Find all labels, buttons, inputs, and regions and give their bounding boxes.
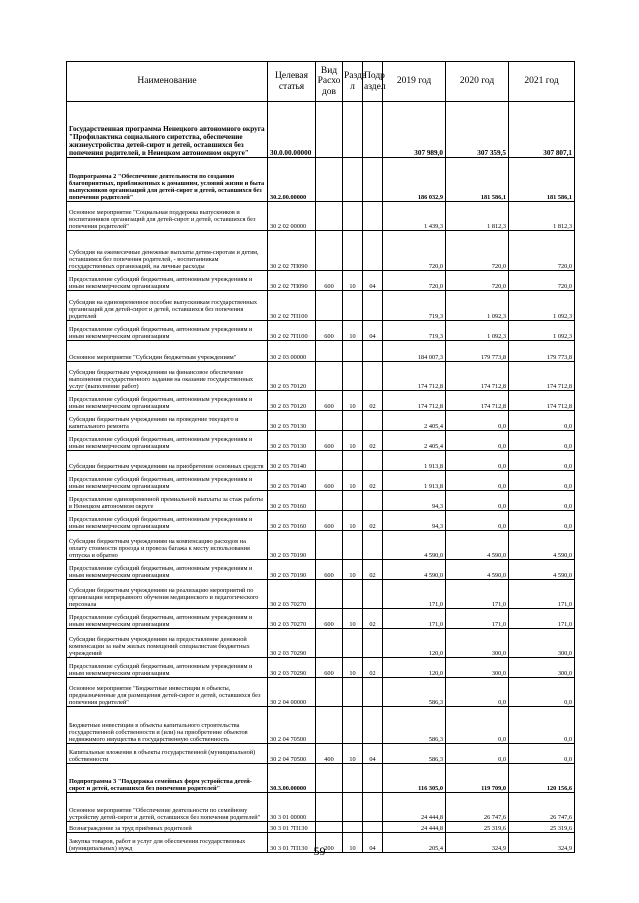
row-amount-2021: 0,0 [509, 744, 575, 764]
row-amount-2021: 0,0 [509, 451, 575, 471]
row-target-code: 30 3 01 00000 [268, 793, 316, 822]
row-expense-kind: 600 [316, 431, 343, 451]
row-amount-2021: 720,0 [509, 271, 575, 291]
table-body [67, 102, 575, 853]
row-subsection: 04 [363, 321, 383, 341]
header-2020: 2020 год [446, 62, 509, 102]
row-target-code: 30 2 03 70120 [268, 362, 316, 391]
row-amount-2020: 1 092,3 [446, 291, 509, 321]
table-row [67, 744, 575, 764]
row-subsection [363, 158, 383, 202]
row-target-code: 30 2 02 7П090 [268, 271, 316, 291]
row-expense-kind [316, 158, 343, 202]
row-name: Основное мероприятие "Субсидии бюджетным учреждениям" [67, 341, 268, 362]
row-expense-kind: 600 [316, 658, 343, 678]
table-row [67, 202, 575, 231]
row-section [343, 341, 363, 362]
table-row [67, 560, 575, 580]
row-target-code: 30 2 04 70500 [268, 707, 316, 744]
row-expense-kind [316, 531, 343, 560]
row-amount-2019: 116 305,0 [383, 764, 446, 793]
row-name: Субсидии бюджетным учреждениям на финансовое обеспечение выполнения государственного задания на оказание государственных услуг (выполнение работ) [67, 362, 268, 391]
row-section: 10 [343, 609, 363, 629]
row-target-code: 30 3 01 7П130 [268, 833, 316, 853]
row-subsection [363, 411, 383, 431]
row-target-code: 30 2 03 70160 [268, 491, 316, 511]
row-name: Субсидии бюджетным учреждениям на предоставление денежной компенсации за наём жилых помещений специалистам бюджетных учреждений [67, 629, 268, 658]
table-row [67, 431, 575, 451]
table-row [67, 793, 575, 822]
row-amount-2021: 0,0 [509, 707, 575, 744]
row-expense-kind: 600 [316, 609, 343, 629]
row-target-code: 30 2 02 7П100 [268, 321, 316, 341]
row-target-code: 30 2 03 70190 [268, 560, 316, 580]
row-amount-2021: 0,0 [509, 411, 575, 431]
row-subsection [363, 102, 383, 158]
row-subsection: 02 [363, 391, 383, 411]
row-amount-2019: 586,3 [383, 707, 446, 744]
row-subsection [363, 629, 383, 658]
row-amount-2021: 171,0 [509, 609, 575, 629]
row-section [343, 764, 363, 793]
row-target-code: 30 2 03 70130 [268, 411, 316, 431]
row-subsection [363, 362, 383, 391]
row-subsection [363, 491, 383, 511]
row-amount-2019: 171,0 [383, 609, 446, 629]
row-name: Основное мероприятие "Обеспечение деятельности по семейному устройству детей-сирот и детей, оставшихся без попечения родителей" [67, 793, 268, 822]
row-section [343, 580, 363, 609]
table-row [67, 451, 575, 471]
row-amount-2021: 307 807,1 [509, 102, 575, 158]
row-amount-2021: 25 319,6 [509, 822, 575, 833]
table-row [67, 271, 575, 291]
row-subsection: 02 [363, 658, 383, 678]
row-target-code: 30 2 03 00000 [268, 341, 316, 362]
row-section: 10 [343, 744, 363, 764]
header-row [67, 62, 575, 102]
row-amount-2021: 120 156,6 [509, 764, 575, 793]
row-name: Субсидия на ежемесячные денежные выплаты детям-сиротам и детям, оставшимся без попечения родителей, - воспитанникам государственных организаций, на личные расходы [67, 231, 268, 271]
row-expense-kind [316, 707, 343, 744]
row-section: 10 [343, 271, 363, 291]
table-row [67, 609, 575, 629]
row-amount-2020: 307 359,5 [446, 102, 509, 158]
header-2019: 2019 год [383, 62, 446, 102]
table-row [67, 764, 575, 793]
row-name: Основное мероприятие "Социальная поддержка выпускников и воспитанников организаций для детей-сирот и детей, оставшихся без попечения родителей" [67, 202, 268, 231]
row-amount-2020: 0,0 [446, 451, 509, 471]
row-section: 10 [343, 658, 363, 678]
row-amount-2019: 1 913,8 [383, 471, 446, 491]
row-amount-2019: 720,0 [383, 231, 446, 271]
row-section [343, 451, 363, 471]
row-name: Капитальные вложения в объекты государственной (муниципальной) собственности [67, 744, 268, 764]
row-expense-kind [316, 793, 343, 822]
table-row [67, 158, 575, 202]
row-amount-2021: 174 712,8 [509, 391, 575, 411]
row-subsection: 04 [363, 744, 383, 764]
row-amount-2019: 94,3 [383, 491, 446, 511]
row-target-code: 30 2 02 00000 [268, 202, 316, 231]
row-amount-2019: 120,0 [383, 658, 446, 678]
row-expense-kind: 400 [316, 744, 343, 764]
row-name: Государственная программа Ненецкого автономного округа "Профилактика социального сиротства, обеспечение жизнеустройства детей-сирот и детей, оставшихся без попечения родителей, в Ненецком автономном округе" [67, 102, 268, 158]
row-amount-2021: 0,0 [509, 471, 575, 491]
row-expense-kind: 600 [316, 271, 343, 291]
row-section [343, 231, 363, 271]
budget-table [66, 61, 575, 853]
row-section [343, 531, 363, 560]
header-name: Наименование [67, 62, 268, 102]
row-amount-2020: 179 773,8 [446, 341, 509, 362]
row-section: 10 [343, 431, 363, 451]
row-amount-2019: 24 444,8 [383, 822, 446, 833]
row-section [343, 822, 363, 833]
row-amount-2020: 171,0 [446, 580, 509, 609]
row-subsection [363, 202, 383, 231]
row-amount-2021: 300,0 [509, 658, 575, 678]
row-target-code: 30 2 03 70160 [268, 511, 316, 531]
row-amount-2020: 0,0 [446, 471, 509, 491]
row-amount-2021: 171,0 [509, 580, 575, 609]
page-number: 59 [313, 844, 326, 858]
row-subsection [363, 580, 383, 609]
header-2021: 2021 год [509, 62, 575, 102]
row-target-code: 30 2 04 70500 [268, 744, 316, 764]
row-expense-kind [316, 202, 343, 231]
row-amount-2020: 0,0 [446, 431, 509, 451]
row-subsection: 02 [363, 471, 383, 491]
row-subsection: 04 [363, 271, 383, 291]
row-name: Субсидии бюджетным учреждениям на проведение текущего и капитального ремонта [67, 411, 268, 431]
row-subsection [363, 531, 383, 560]
row-amount-2021: 0,0 [509, 678, 575, 707]
row-amount-2021: 1 092,3 [509, 321, 575, 341]
row-target-code: 30 2 03 70120 [268, 391, 316, 411]
row-amount-2019: 307 989,0 [383, 102, 446, 158]
row-amount-2020: 119 709,0 [446, 764, 509, 793]
row-amount-2021: 4 590,0 [509, 531, 575, 560]
table-row [67, 471, 575, 491]
table-row [67, 678, 575, 707]
row-name: Предоставление субсидий бюджетным, автономным учреждениям и иным некоммерческим организациям [67, 658, 268, 678]
table-row [67, 511, 575, 531]
row-target-code: 30 2 04 00000 [268, 678, 316, 707]
row-amount-2020: 0,0 [446, 511, 509, 531]
row-amount-2019: 586,3 [383, 678, 446, 707]
row-name: Предоставление единовременной премиальной выплаты за стаж работы в Ненецком автономном округе [67, 491, 268, 511]
table-row [67, 491, 575, 511]
row-amount-2021: 174 712,8 [509, 362, 575, 391]
row-target-code: 30 2 03 70270 [268, 609, 316, 629]
row-section [343, 362, 363, 391]
row-target-code: 30 2 03 70140 [268, 471, 316, 491]
row-section [343, 102, 363, 158]
row-name: Предоставление субсидий бюджетным, автономным учреждениям и иным некоммерческим организациям [67, 560, 268, 580]
row-amount-2019: 719,3 [383, 291, 446, 321]
row-amount-2021: 720,0 [509, 231, 575, 271]
row-target-code: 30 2 03 70140 [268, 451, 316, 471]
row-amount-2020: 324,9 [446, 833, 509, 853]
row-amount-2020: 0,0 [446, 491, 509, 511]
row-amount-2019: 719,3 [383, 321, 446, 341]
row-name: Предоставление субсидий бюджетным, автономным учреждениям и иным некоммерческим организациям [67, 271, 268, 291]
row-name: Предоставление субсидий бюджетным, автономным учреждениям и иным некоммерческим организациям [67, 391, 268, 411]
row-amount-2020: 720,0 [446, 271, 509, 291]
row-amount-2020: 300,0 [446, 629, 509, 658]
row-expense-kind [316, 411, 343, 431]
row-name: Субсидии бюджетным учреждениям на реализацию мероприятий по организации непрерывного обучения медицинского и педагогического персонала [67, 580, 268, 609]
table-row [67, 531, 575, 560]
row-amount-2019: 184 007,3 [383, 341, 446, 362]
row-name: Вознаграждение за труд приёмных родителей [67, 822, 268, 833]
row-expense-kind [316, 102, 343, 158]
row-name: Предоставление субсидий бюджетным, автономным учреждениям и иным некоммерческим организациям [67, 471, 268, 491]
row-amount-2021: 0,0 [509, 431, 575, 451]
header-target: Целевая статья [268, 62, 316, 102]
row-amount-2021: 300,0 [509, 629, 575, 658]
row-target-code: 30 2 02 7П100 [268, 291, 316, 321]
row-subsection [363, 678, 383, 707]
row-section [343, 491, 363, 511]
row-section: 10 [343, 321, 363, 341]
row-amount-2019: 4 590,0 [383, 560, 446, 580]
row-subsection [363, 231, 383, 271]
row-name: Предоставление субсидий бюджетным, автономным учреждениям и иным некоммерческим организациям [67, 609, 268, 629]
row-section [343, 707, 363, 744]
row-amount-2021: 26 747,6 [509, 793, 575, 822]
row-target-code: 30 2 03 70290 [268, 658, 316, 678]
row-amount-2019: 174 712,8 [383, 391, 446, 411]
row-target-code: 30 2 02 7П090 [268, 231, 316, 271]
row-subsection [363, 707, 383, 744]
row-amount-2020: 300,0 [446, 658, 509, 678]
row-expense-kind: 600 [316, 511, 343, 531]
row-expense-kind [316, 291, 343, 321]
row-target-code: 30 2 03 70290 [268, 629, 316, 658]
table-row [67, 629, 575, 658]
row-name: Подпрограмма 2 "Обеспечение деятельности по созданию благоприятных, приближенных к домашним, условий жизни и быта выпускников организаций для детей-сирот и детей, оставшихся без попечения родителей" [67, 158, 268, 202]
row-amount-2019: 4 590,0 [383, 531, 446, 560]
row-expense-kind: 600 [316, 391, 343, 411]
row-amount-2021: 0,0 [509, 511, 575, 531]
header-section: Разде л [343, 62, 363, 102]
row-amount-2020: 720,0 [446, 231, 509, 271]
table-row [67, 362, 575, 391]
row-amount-2019: 120,0 [383, 629, 446, 658]
row-amount-2020: 0,0 [446, 678, 509, 707]
row-section: 10 [343, 560, 363, 580]
row-target-code: 30 2 03 70270 [268, 580, 316, 609]
row-amount-2019: 720,0 [383, 271, 446, 291]
row-target-code: 30 2 03 70130 [268, 431, 316, 451]
table-row [67, 707, 575, 744]
row-name: Подпрограмма 3 "Поддержка семейных форм устройства детей-сирот и детей, оставшихся без попечения родителей" [67, 764, 268, 793]
row-expense-kind: 200 [316, 833, 343, 853]
row-amount-2021: 179 773,8 [509, 341, 575, 362]
row-target-code: 30.3.00.00000 [268, 764, 316, 793]
row-amount-2021: 4 590,0 [509, 560, 575, 580]
row-amount-2019: 586,3 [383, 744, 446, 764]
row-section [343, 158, 363, 202]
row-target-code: 30 2 03 70190 [268, 531, 316, 560]
row-amount-2020: 0,0 [446, 744, 509, 764]
row-expense-kind [316, 678, 343, 707]
table-row [67, 580, 575, 609]
row-name: Основное мероприятие "Бюджетные инвестиции в объекты, предназначенные для размещения детей-сирот и детей, оставшихся без попечения родителей" [67, 678, 268, 707]
row-amount-2020: 26 747,6 [446, 793, 509, 822]
row-subsection [363, 822, 383, 833]
row-amount-2021: 1 092,3 [509, 291, 575, 321]
row-target-code: 30.2.00.00000 [268, 158, 316, 202]
table-row [67, 411, 575, 431]
row-amount-2020: 4 590,0 [446, 531, 509, 560]
row-section: 10 [343, 833, 363, 853]
row-section: 10 [343, 471, 363, 491]
row-amount-2020: 181 586,1 [446, 158, 509, 202]
row-amount-2020: 0,0 [446, 411, 509, 431]
row-expense-kind [316, 764, 343, 793]
row-expense-kind: 600 [316, 560, 343, 580]
row-subsection [363, 291, 383, 321]
row-amount-2020: 0,0 [446, 707, 509, 744]
row-amount-2020: 1 812,3 [446, 202, 509, 231]
row-section: 10 [343, 391, 363, 411]
row-target-code: 30 3 01 7П130 [268, 822, 316, 833]
table-row [67, 391, 575, 411]
row-amount-2019: 94,3 [383, 511, 446, 531]
row-expense-kind: 600 [316, 471, 343, 491]
row-amount-2020: 171,0 [446, 609, 509, 629]
row-expense-kind: 600 [316, 321, 343, 341]
row-subsection [363, 341, 383, 362]
row-amount-2020: 1 092,3 [446, 321, 509, 341]
row-amount-2020: 174 712,8 [446, 391, 509, 411]
row-section [343, 629, 363, 658]
row-section [343, 793, 363, 822]
row-section [343, 202, 363, 231]
row-amount-2021: 324,9 [509, 833, 575, 853]
row-amount-2019: 174 712,8 [383, 362, 446, 391]
row-expense-kind [316, 491, 343, 511]
row-section [343, 291, 363, 321]
row-amount-2020: 4 590,0 [446, 560, 509, 580]
row-expense-kind [316, 341, 343, 362]
row-name: Субсидии бюджетным учреждениям на компенсацию расходов на оплату стоимости проезда и провоза багажа к месту использования отпуска и обратно [67, 531, 268, 560]
row-name: Закупка товаров, работ и услуг для обеспечения государственных (муниципальных) нужд [67, 833, 268, 853]
row-name: Субсидии бюджетным учреждениям на приобретение основных средств [67, 451, 268, 471]
row-name: Предоставление субсидий бюджетным, автономным учреждениям и иным некоммерческим организациям [67, 431, 268, 451]
row-subsection: 02 [363, 511, 383, 531]
row-expense-kind [316, 362, 343, 391]
row-name: Предоставление субсидий бюджетным, автономным учреждениям и иным некоммерческим организациям [67, 321, 268, 341]
row-section [343, 678, 363, 707]
row-amount-2019: 1 913,8 [383, 451, 446, 471]
table-row [67, 291, 575, 321]
row-amount-2019: 171,0 [383, 580, 446, 609]
row-subsection [363, 793, 383, 822]
row-name: Субсидия на единовременное пособие выпускникам государственных организаций для детей-сирот и детей, оставшихся без попечения родителей [67, 291, 268, 321]
row-amount-2019: 2 405,4 [383, 431, 446, 451]
row-expense-kind [316, 629, 343, 658]
table-row [67, 102, 575, 158]
row-amount-2021: 0,0 [509, 491, 575, 511]
row-amount-2019: 2 405,4 [383, 411, 446, 431]
header-subsection: Подр аздел [363, 62, 383, 102]
row-amount-2019: 205,4 [383, 833, 446, 853]
row-subsection [363, 764, 383, 793]
header-kind: Вид Расхо дов [316, 62, 343, 102]
row-amount-2020: 174 712,8 [446, 362, 509, 391]
row-subsection: 04 [363, 833, 383, 853]
table-row [67, 822, 575, 833]
row-expense-kind [316, 231, 343, 271]
row-amount-2021: 1 812,3 [509, 202, 575, 231]
row-name: Предоставление субсидий бюджетным, автономным учреждениям и иным некоммерческим организациям [67, 511, 268, 531]
row-amount-2019: 24 444,8 [383, 793, 446, 822]
table-row [67, 321, 575, 341]
table-row [67, 341, 575, 362]
row-amount-2019: 186 032,9 [383, 158, 446, 202]
row-subsection: 02 [363, 609, 383, 629]
row-amount-2020: 25 319,6 [446, 822, 509, 833]
row-amount-2019: 1 439,3 [383, 202, 446, 231]
row-amount-2021: 181 586,1 [509, 158, 575, 202]
row-name: Бюджетные инвестиции в объекты капитального строительства государственной собственности и (или) на приобретение объектов недвижимого имущества в государственную собственность [67, 707, 268, 744]
row-expense-kind [316, 451, 343, 471]
row-subsection: 02 [363, 431, 383, 451]
table-row [67, 658, 575, 678]
row-section: 10 [343, 511, 363, 531]
row-subsection [363, 451, 383, 471]
row-subsection: 02 [363, 560, 383, 580]
row-target-code: 30.0.00.00000 [268, 102, 316, 158]
row-expense-kind [316, 580, 343, 609]
table-row [67, 231, 575, 271]
row-section [343, 411, 363, 431]
row-expense-kind [316, 822, 343, 833]
